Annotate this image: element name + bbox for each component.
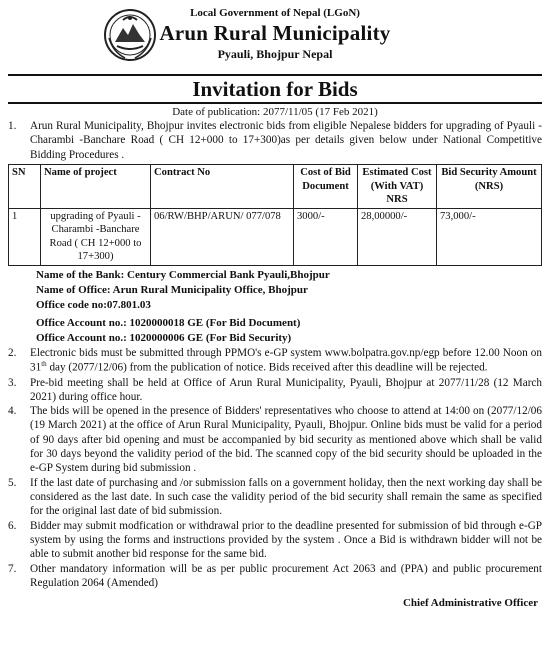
clause-number: 2. (8, 347, 17, 360)
clause-number: 7. (8, 562, 17, 575)
clause-2 (8, 346, 542, 375)
office-name: Name of Office: Arun Rural Municipality Office, Bhojpur (36, 283, 308, 296)
clause-number: 5. (8, 476, 17, 489)
clause-text: Pre-bid meeting shall be held at Office of Arun Rural Municipality, Pyauli, Bhojpur at 2077/11/28 (12 March 2021) during office hour. (30, 376, 542, 403)
publication-date: Date of publication: 2077/11/05 (17 Feb 2021) (172, 106, 378, 118)
cell-cost: 3000/- (294, 208, 358, 265)
clause-number: 3. (8, 376, 17, 389)
clause-text-part-b: day (2077/12/06) from the publication of notice. Bids received after this deadline will be rejected. (46, 362, 488, 375)
bid-table (8, 164, 542, 266)
office-account-1: Office Account no.: 1020000018 GE (For Bid Document) (36, 317, 301, 330)
municipality-name: Arun Rural Municipality (159, 21, 391, 46)
clause-number: 1. (8, 120, 17, 133)
office-account-2: Office Account no.: 1020000006 GE (For Bid Security) (36, 332, 292, 345)
clause-text: Other mandatory information will be as per public procurement Act 2063 and (PPA) and public procurement Regulation 2064 (Amended) (30, 562, 542, 590)
signature: Chief Administrative Officer (402, 597, 538, 610)
clause-6 (8, 519, 542, 562)
cell-sn: 1 (9, 208, 41, 265)
clause-text (30, 346, 542, 375)
header (8, 6, 542, 66)
nepal-government-emblem-icon (103, 8, 157, 62)
col-header-estimate: Estimated Cost (With VAT) NRS (358, 165, 437, 209)
col-header-cost: Cost of Bid Document (294, 165, 358, 209)
cell-contract: 06/RW/BHP/ARUN/ 077/078 (151, 208, 294, 265)
col-header-security: Bid Security Amount (NRS) (437, 165, 542, 209)
bank-details (8, 268, 542, 346)
clause-3 (8, 376, 542, 405)
page-title: Invitation for Bids (8, 74, 542, 104)
clause-text: Bidder may submit modfication or withdrawal prior to the deadline presented for submission of bid through e-GP system by using the forms and instructions provided by the system . Once a Bid is withdrawn bidder will not be able to submit another bid response for the same bid. (30, 519, 542, 561)
ordinal-suffix: th (41, 360, 47, 369)
cell-security: 73,000/- (437, 208, 542, 265)
clause-text: Arun Rural Municipality, Bhojpur invites electronic bids from eligible Nepalese bidders for upgrading of Pyauli -Charambi -Banchare Road ( CH 12+000 to 17+300)as per details given below under National Competitive Bidding Procedures . (30, 120, 542, 161)
clause-5 (8, 476, 542, 519)
clause-text: If the last date of purchasing and /or submission falls on a government holiday, then the next working day shall be considered as the last date. In such case the validity period of the bid security shall remain the same as specified for the original last date of bid submission. (30, 476, 542, 518)
office-code: Office code no:07.801.03 (36, 298, 151, 311)
municipality-address: Pyauli, Bhojpur Nepal (217, 47, 333, 62)
clause-text-part-a: Electronic bids must be submitted through PPMO's e-GP system www.bolpatra.gov.np/egp before 12.00 Noon on 31 (30, 347, 542, 375)
cell-project: upgrading of Pyauli -Charambi -Banchare Road ( CH 12+000 to 17+300) (41, 208, 151, 265)
bank-name: Name of the Bank: Century Commercial Bank Pyauli,Bhojpur (36, 268, 330, 281)
col-header-contract: Contract No (151, 165, 294, 209)
clause-text: The bids will be opened in the presence of Bidders' representatives who choose to attend at 14:00 on (2077/12/06 (19 March 2021) at the office of Arun Rural Municipality, Pyauli, Bhojpur. Online bids must be valid for a period of 90 days after bid opening and must be accompanied by bid security as mentioned above which shall be valid for 30 days beyond the validity period of the bid. The scanned copy of the bid security should be uploaded in the e-GP System during bid submission . (30, 405, 542, 475)
table-header-row (9, 165, 542, 209)
table-row (9, 208, 542, 265)
col-header-sn: SN (9, 165, 41, 209)
clause-number: 4. (8, 405, 17, 418)
clause-1 (8, 119, 542, 162)
clause-number: 6. (8, 519, 17, 532)
clause-4 (8, 404, 542, 476)
clause-7 (8, 562, 542, 591)
col-header-project: Name of project (41, 165, 151, 209)
cell-estimate: 28,00000/- (358, 208, 437, 265)
lgon-label: Local Government of Nepal (LGoN) (190, 7, 360, 19)
